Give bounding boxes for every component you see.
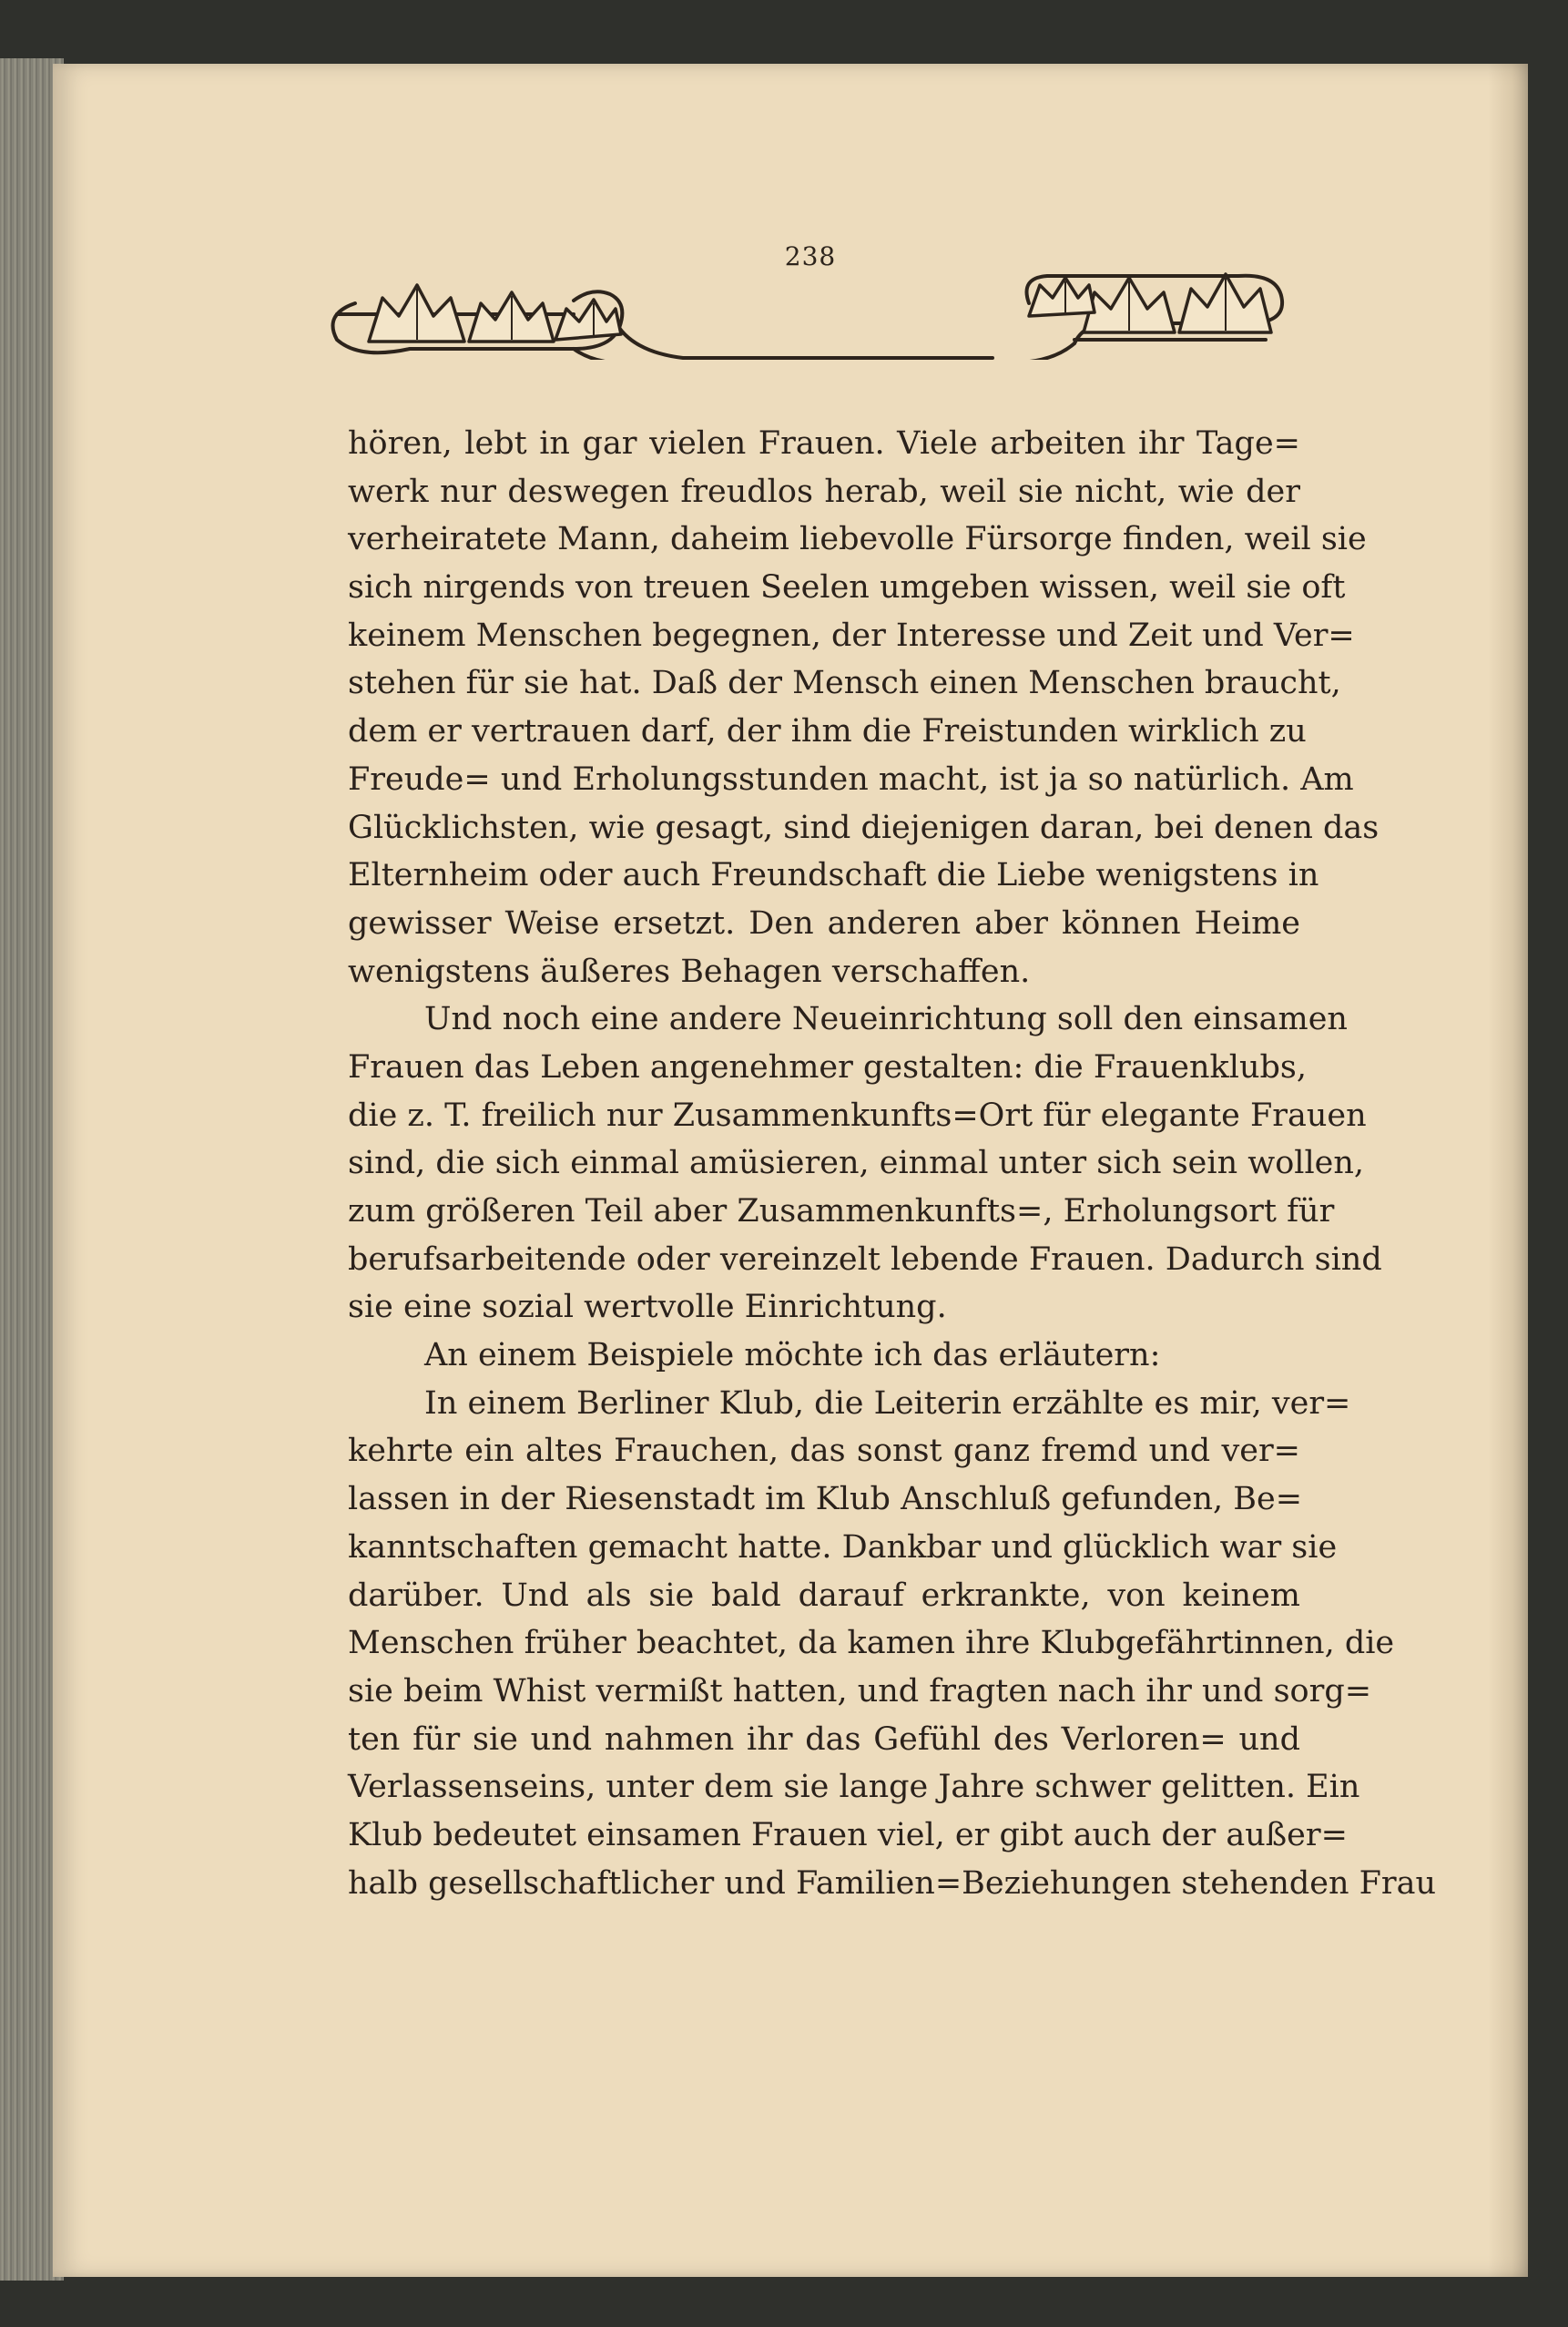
text-line: Klub bedeutet einsamen Frauen viel, er gibt auch der außer= — [348, 1816, 1348, 1853]
text-line: ten für sie und nahmen ihr das Gefühl des Verloren= und — [348, 1720, 1300, 1758]
text-line: halb gesellschaftlicher und Familien=Beziehungen stehenden Frau — [348, 1864, 1437, 1902]
text-line: werk nur deswegen freudlos herab, weil sie nicht, wie der — [348, 473, 1300, 510]
paragraph-start-line: Und noch eine andere Neueinrichtung soll den einsamen — [424, 1001, 1348, 1038]
text-line: sich nirgends von treuen Seelen umgeben wissen, weil sie oft — [348, 569, 1346, 607]
gutter-shade — [1488, 64, 1528, 2277]
text-line: keinem Menschen begegnen, der Interesse und Zeit und Ver= — [348, 617, 1355, 654]
text-line: Menschen früher beachtet, da kamen ihre Klubgefährtinnen, die — [348, 1625, 1395, 1662]
text-line: Elternheim oder auch Freundschaft die Liebe wenigstens in — [348, 857, 1319, 894]
text-line: Glücklichsten, wie gesagt, sind diejenigen daran, bei denen das — [348, 809, 1380, 846]
text-line: verheiratete Mann, daheim liebevolle Fürsorge finden, weil sie — [348, 521, 1367, 558]
text-line: darüber. Und als sie bald darauf erkrankte, von keinem — [348, 1577, 1300, 1614]
paragraph-start-line: In einem Berliner Klub, die Leiterin erzählte es mir, ver= — [424, 1384, 1351, 1422]
text-line: Frauen das Leben angenehmer gestalten: die Frauenklubs, — [348, 1048, 1307, 1086]
text-line: sind, die sich einmal amüsieren, einmal unter sich sein wollen, — [348, 1145, 1365, 1182]
text-line: die z. T. freilich nur Zusammenkunfts=Ort für elegante Frauen — [348, 1097, 1367, 1134]
text-line: hören, lebt in gar vielen Frauen. Viele arbeiten ihr Tage= — [348, 425, 1300, 462]
paragraph-end-line: sie eine sozial wertvolle Einrichtung. — [348, 1289, 947, 1326]
text-line: dem er vertrauen darf, der ihm die Freistunden wirklich zu — [348, 713, 1307, 750]
paragraph-end-line: wenigstens äußeres Behagen verschaffen. — [348, 953, 1031, 990]
body-text — [348, 420, 1437, 1907]
text-line: Freude= und Erholungsstunden macht, ist ja so natürlich. Am — [348, 760, 1354, 798]
text-line: kehrte ein altes Frauchen, das sonst ganz fremd und ver= — [348, 1433, 1300, 1470]
text-line: Verlassenseins, unter dem sie lange Jahre schwer gelitten. Ein — [348, 1769, 1360, 1806]
page-number: 238 — [784, 241, 837, 271]
text-line: stehen für sie hat. Daß der Mensch einen Menschen braucht, — [348, 665, 1341, 702]
text-line: lassen in der Riesenstadt im Klub Anschluß gefunden, Be= — [348, 1481, 1303, 1518]
text-line: sie beim Whist vermißt hatten, und fragten nach ihr und sorg= — [348, 1672, 1372, 1710]
text-line: kanntschaften gemacht hatte. Dankbar und glücklich war sie — [348, 1528, 1338, 1566]
text-line: gewisser Weise ersetzt. Den anderen aber können Heime — [348, 904, 1300, 942]
text-line: zum größeren Teil aber Zusammenkunfts=, Erholungsort für — [348, 1193, 1335, 1230]
paragraph-single-line: An einem Beispiele möchte ich das erläutern: — [424, 1337, 1161, 1374]
text-line: berufsarbeitende oder vereinzelt lebende Frauen. Dadurch sind — [348, 1240, 1382, 1278]
